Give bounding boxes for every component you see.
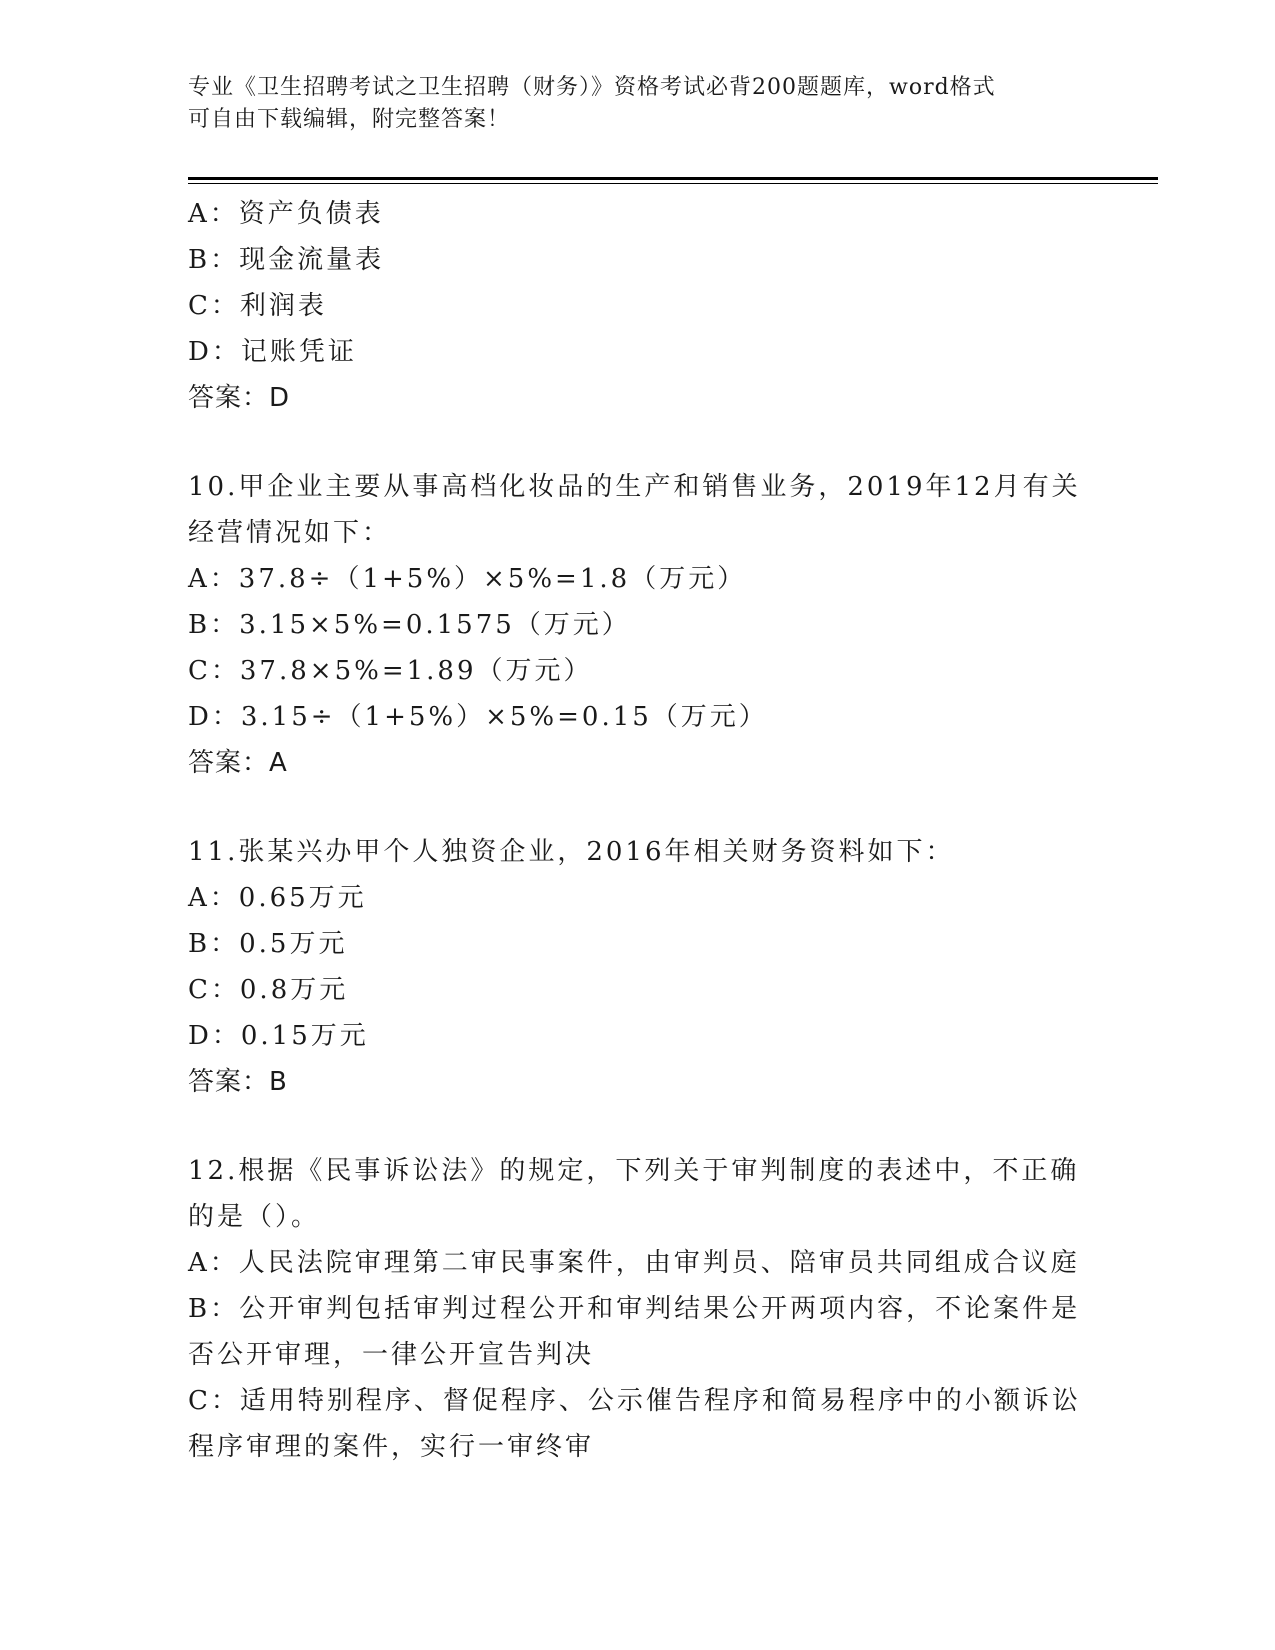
answer-line: 答案：A xyxy=(188,748,288,778)
question-stem: 12.根据《民事诉讼法》的规定，下列关于审判制度的表述中，不正确 xyxy=(188,1156,1080,1186)
option-c: C：0.8万元 xyxy=(188,975,349,1005)
option-d: D：0.15万元 xyxy=(188,1021,369,1051)
option-a: A：37.8÷（1+5%）×5%=1.8（万元） xyxy=(188,564,747,594)
answer-line: 答案：D xyxy=(188,383,291,413)
question-stem: 的是（）。 xyxy=(188,1202,321,1232)
option-b: B：现金流量表 xyxy=(188,245,385,275)
answer-line: 答案：B xyxy=(188,1067,288,1097)
question-stem: 10.甲企业主要从事高档化妆品的生产和销售业务，2019年12月有关 xyxy=(188,472,1081,502)
option-c-continued: 程序审理的案件，实行一审终审 xyxy=(188,1432,595,1462)
option-c: C：适用特别程序、督促程序、公示催告程序和简易程序中的小额诉讼 xyxy=(188,1386,1081,1416)
option-b: B：公开审判包括审判过程公开和审判结果公开两项内容，不论案件是 xyxy=(188,1294,1081,1324)
question-content xyxy=(188,191,1088,1470)
option-a: A：0.65万元 xyxy=(188,883,367,913)
header-line-1: 专业《卫生招聘考试之卫生招聘（财务）》资格考试必背200题题库，word格式 xyxy=(188,75,996,100)
option-c: C：利润表 xyxy=(188,291,327,321)
option-d: D：记账凭证 xyxy=(188,337,357,367)
option-a: A：资产负债表 xyxy=(188,199,384,229)
question-stem: 11.张某兴办甲个人独资企业，2016年相关财务资料如下： xyxy=(188,837,955,867)
header-line-2: 可自由下载编辑，附完整答案！ xyxy=(188,107,511,132)
option-a: A：人民法院审理第二审民事案件，由审判员、陪审员共同组成合议庭 xyxy=(188,1248,1080,1278)
header-divider xyxy=(188,177,1158,184)
question-11 xyxy=(188,829,1088,1105)
option-d: D：3.15÷（1+5%）×5%=0.15（万元） xyxy=(188,702,768,732)
question-9 xyxy=(188,191,1088,421)
document-header xyxy=(188,72,1088,136)
option-b: B：3.15×5%=0.1575（万元） xyxy=(188,610,631,640)
question-12 xyxy=(188,1148,1088,1470)
option-b-continued: 否公开审理，一律公开宣告判决 xyxy=(188,1340,595,1370)
question-stem: 经营情况如下： xyxy=(188,518,392,548)
option-b: B：0.5万元 xyxy=(188,929,348,959)
option-c: C：37.8×5%=1.89（万元） xyxy=(188,656,593,686)
question-10 xyxy=(188,464,1088,786)
